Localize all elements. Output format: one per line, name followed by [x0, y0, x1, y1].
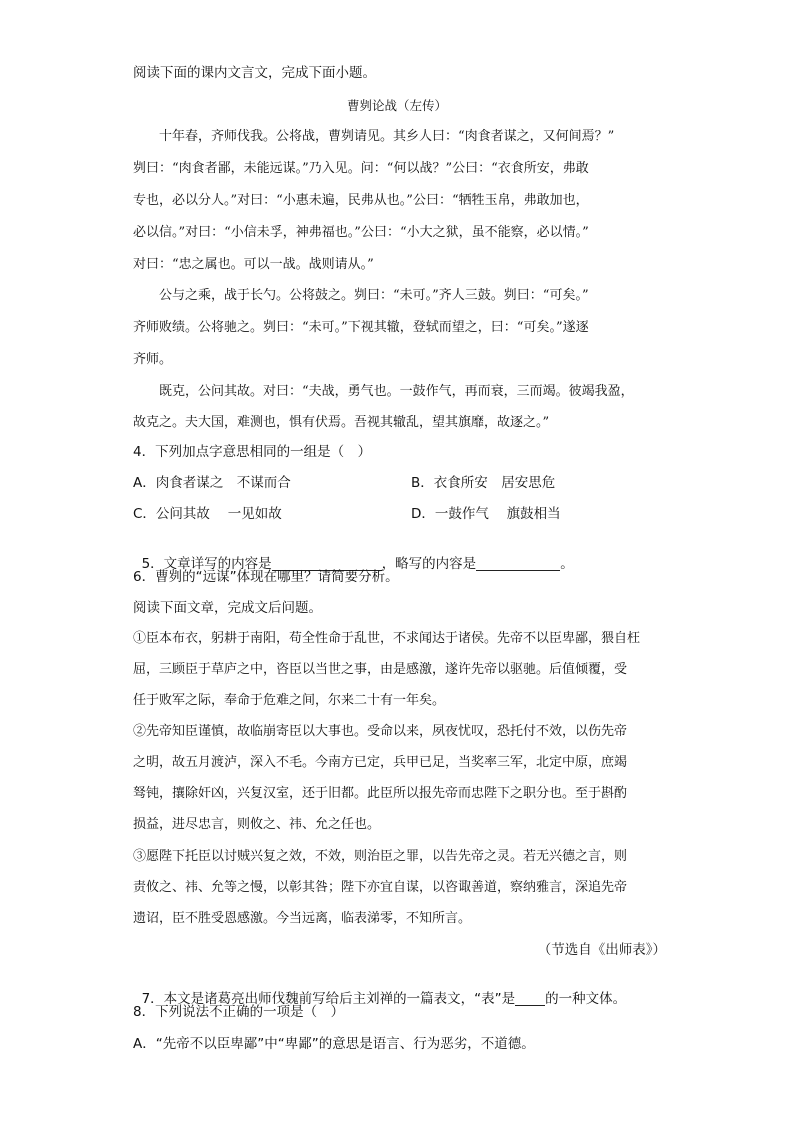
question-8: 8．下列说法不正确的一项是（ ） [133, 1004, 345, 1020]
passage-line: 之明，故五月渡泸，深入不毛。今南方已定，兵甲已足，当奖率三军，北定中原，庶竭 [133, 755, 628, 770]
instruction-2: 阅读下面文章，完成文后问题。 [133, 600, 322, 616]
question-4: 4．下列加点字意思相同的一组是（ ） [133, 444, 372, 460]
question-5-text-1: 5．文章详写的内容是 [141, 556, 272, 572]
passage-line: 齐师。 [133, 352, 173, 367]
question-4-option-a[interactable]: A．肉食者谋之 不谋而合 [133, 475, 291, 491]
question-6: 6．曹刿的“远谋”体现在哪里？请简要分析。 [133, 569, 399, 585]
passage-line: 必以信。”对曰：“小信未孚，神弗福也。”公曰：“小大之狱，虽不能察，必以情。” [133, 225, 589, 240]
question-4-option-d[interactable]: D．一鼓作气 旗鼓相当 [411, 506, 561, 522]
answer-blank[interactable] [515, 991, 545, 1006]
question-4-option-c[interactable]: C．公问其故 一见如故 [133, 506, 282, 522]
question-8-option-a[interactable]: A．“先帝不以臣卑鄙”中“卑鄙”的意思是语言、行为恶劣，不道德。 [133, 1036, 535, 1052]
passage-line: 刿曰：“肉食者鄙，未能远谋。”乃入见。问：“何以战？”公曰：“衣食所安，弗敢 [133, 161, 589, 176]
passage-line: ②先帝知臣谨慎，故临崩寄臣以大事也。受命以来，夙夜忧叹，恐托付不效，以伤先帝 [133, 724, 628, 739]
question-7-text-1: 7．本文是诸葛亮出师伐魏前写给后主刘禅的一篇表文，“表”是 [141, 991, 516, 1007]
question-7-text-2: 的一种文体。 [545, 991, 627, 1007]
passage-line: 故克之。夫大国，难测也，惧有伏焉。吾视其辙乱，望其旗靡，故逐之。” [133, 415, 550, 430]
passage-line: 任于败军之际，奉命于危难之间，尔来二十有一年矣。 [133, 693, 446, 708]
passage-line: 损益，进尽忠言，则攸之、祎、允之任也。 [133, 817, 381, 832]
passage-line: 驽钝，攘除奸凶，兴复汉室，还于旧都。此臣所以报先帝而忠陛下之职分也。至于斟酌 [133, 786, 628, 801]
passage-line: 屈，三顾臣于草庐之中，咨臣以当世之事，由是感激，遂许先帝以驱驰。后值倾覆，受 [133, 662, 628, 677]
answer-blank[interactable] [476, 556, 560, 571]
passage-line: ①臣本布衣，躬耕于南阳，苟全性命于乱世，不求闻达于诸侯。先帝不以臣卑鄙，猥自枉 [133, 631, 641, 646]
passage-line: 齐师败绩。公将驰之。刿曰：“未可。”下视其辙，登轼而望之，曰：“可矣。”遂逐 [133, 320, 589, 335]
passage-line: 专也，必以分人。”对曰：“小惠未遍，民弗从也。”公曰：“牺牲玉帛，弗敢加也， [133, 193, 589, 208]
question-5-text-2: ，略写的内容是 [381, 556, 477, 572]
passage-source: （节选自《出师表》） [537, 942, 666, 958]
question-4-option-b[interactable]: B．衣食所安 居安思危 [411, 475, 556, 491]
passage-line: 遗诏，臣不胜受恩感激。今当远离，临表涕零，不知所言。 [133, 911, 472, 926]
passage-title: 曹刿论战（左传） [346, 98, 447, 113]
passage-line: 责攸之、祎、允等之慢，以彰其咎；陛下亦宜自谋，以咨诹善道，察纳雅言，深追先帝 [133, 880, 628, 895]
question-5-text-3: 。 [560, 556, 574, 572]
passage-line: 对曰：“忠之属也。可以一战。战则请从。” [133, 257, 374, 272]
passage-line: 既克，公问其故。对曰：“夫战，勇气也。一鼓作气，再而衰，三而竭。彼竭我盈， [159, 384, 634, 399]
passage-line: 十年春，齐师伐我。公将战，曹刿请见。其乡人曰：“肉食者谋之，又何间焉？” [159, 129, 615, 144]
passage-line: ③愿陛下托臣以讨贼兴复之效，不效，则治臣之罪，以告先帝之灵。若无兴德之言，则 [133, 849, 628, 864]
passage-line: 公与之乘，战于长勺。公将鼓之。刿曰：“未可。”齐人三鼓。刿曰：“可矣。” [159, 288, 589, 303]
instruction-1: 阅读下面的课内文言文，完成下面小题。 [133, 65, 376, 81]
